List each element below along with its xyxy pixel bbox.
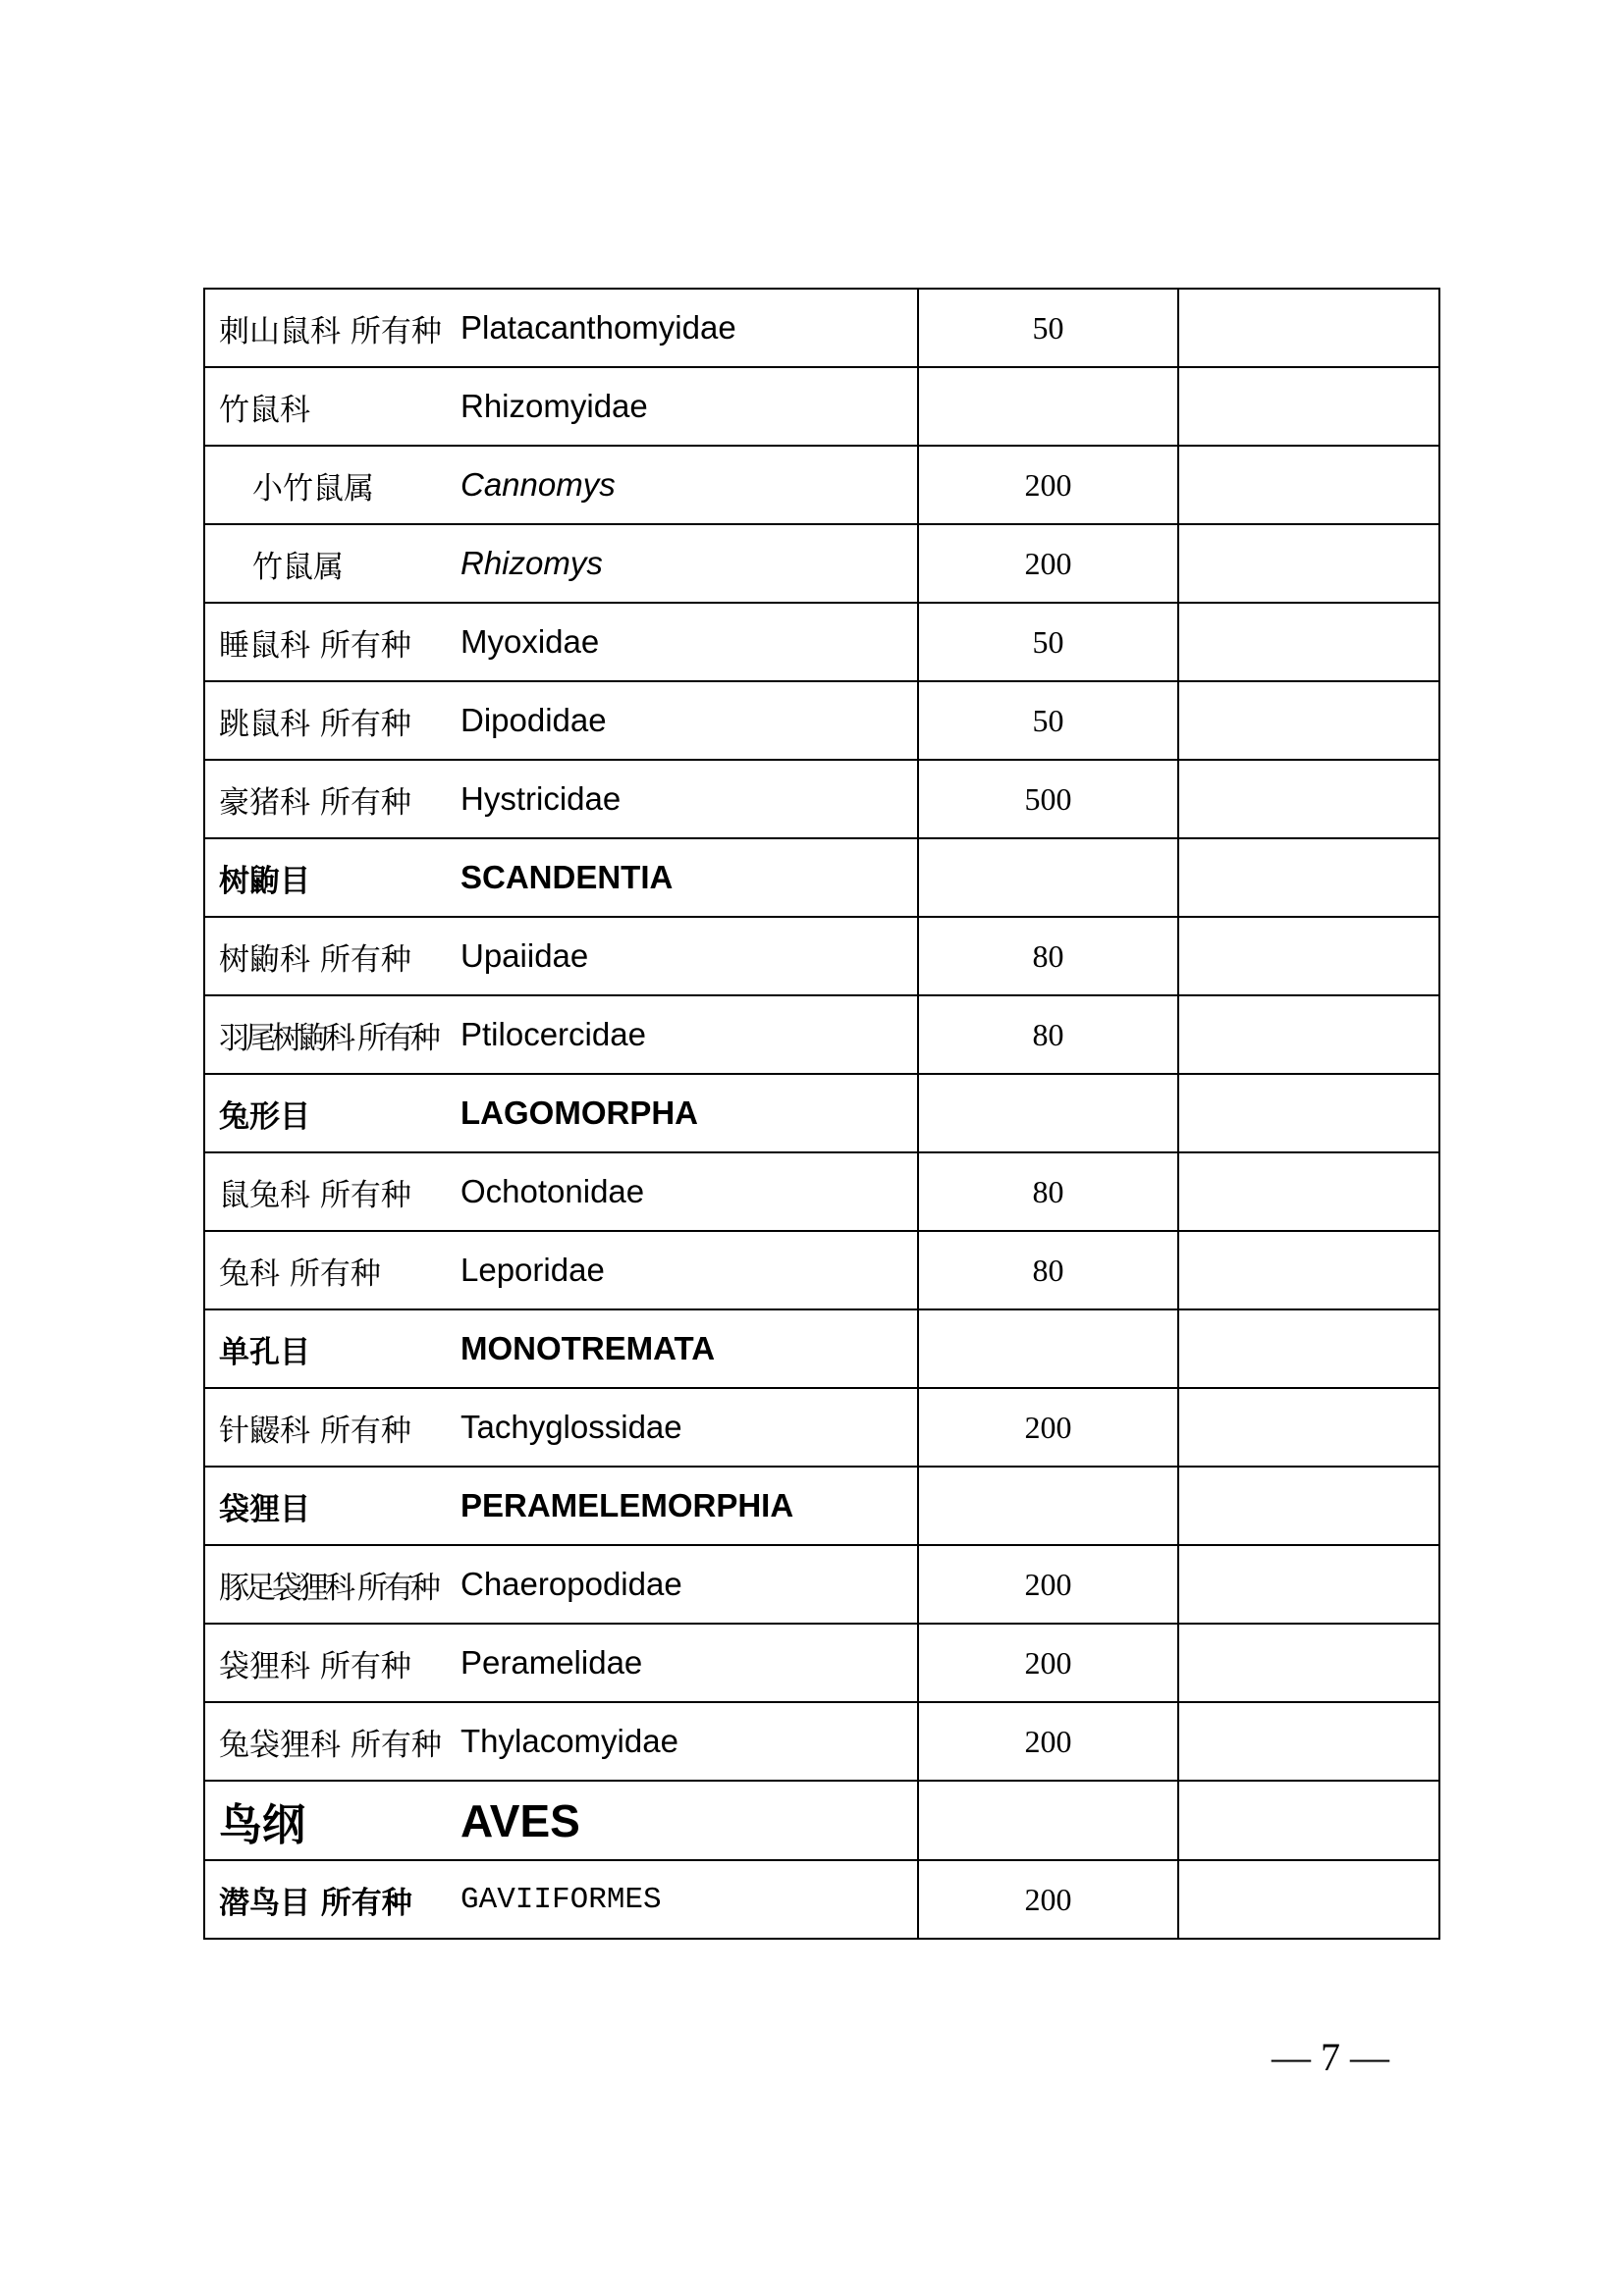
latin-name: Chaeropodidae (460, 1566, 682, 1602)
name-cell (204, 1152, 918, 1231)
name-cell (204, 1781, 918, 1860)
latin-name: SCANDENTIA (460, 859, 674, 895)
latin-name: Upaiidae (460, 937, 589, 974)
latin-name: Peramelidae (460, 1644, 643, 1681)
name-cell (204, 1074, 918, 1152)
chinese-name: 豪猪科 所有种 (219, 784, 411, 821)
name-cell (204, 367, 918, 446)
chinese-name: 潜鸟目 所有种 (219, 1885, 412, 1921)
table-row (204, 1231, 1439, 1309)
name-cell (204, 1545, 918, 1624)
name-cell (204, 917, 918, 995)
name-cell (204, 995, 918, 1074)
chinese-name: 竹鼠科 (219, 392, 310, 428)
value-cell (918, 1074, 1178, 1152)
table-row (204, 760, 1439, 838)
latin-name: Ptilocercidae (460, 1016, 646, 1052)
name-cell (204, 1702, 918, 1781)
latin-name: PERAMELEMORPHIA (460, 1487, 794, 1523)
note-cell (1178, 1781, 1439, 1860)
note-cell (1178, 1624, 1439, 1702)
note-cell (1178, 1309, 1439, 1388)
note-cell (1178, 1231, 1439, 1309)
latin-name: Ochotonidae (460, 1173, 645, 1209)
table-row (204, 1074, 1439, 1152)
latin-name: Platacanthomyidae (460, 309, 736, 346)
value-cell: 200 (918, 524, 1178, 603)
latin-name: Dipodidae (460, 702, 607, 738)
chinese-name: 竹鼠属 (252, 549, 344, 585)
note-cell (1178, 289, 1439, 367)
value-cell (918, 1781, 1178, 1860)
note-cell (1178, 1152, 1439, 1231)
table-row (204, 1388, 1439, 1467)
name-cell (204, 446, 918, 524)
latin-name: Cannomys (460, 466, 616, 503)
value-cell: 80 (918, 995, 1178, 1074)
chinese-name: 针鼹科 所有种 (219, 1413, 411, 1449)
table-row (204, 1467, 1439, 1545)
note-cell (1178, 1388, 1439, 1467)
note-cell (1178, 681, 1439, 760)
latin-name: Myoxidae (460, 623, 600, 660)
species-table (203, 288, 1440, 1940)
value-cell: 50 (918, 603, 1178, 681)
name-cell (204, 838, 918, 917)
chinese-name: 睡鼠科 所有种 (219, 627, 411, 664)
table-row (204, 681, 1439, 760)
name-cell (204, 681, 918, 760)
name-cell (204, 1467, 918, 1545)
name-cell (204, 1231, 918, 1309)
note-cell (1178, 1860, 1439, 1939)
table-row (204, 1702, 1439, 1781)
chinese-name: 小竹鼠属 (252, 470, 374, 507)
table-row (204, 446, 1439, 524)
latin-name: MONOTREMATA (460, 1330, 716, 1366)
table-row (204, 838, 1439, 917)
note-cell (1178, 1545, 1439, 1624)
note-cell (1178, 760, 1439, 838)
value-cell: 50 (918, 681, 1178, 760)
chinese-name: 单孔目 (219, 1334, 310, 1370)
value-cell: 80 (918, 1152, 1178, 1231)
note-cell (1178, 603, 1439, 681)
chinese-name: 刺山鼠科 所有种 (219, 313, 442, 349)
note-cell (1178, 838, 1439, 917)
latin-name: Rhizomys (460, 545, 603, 581)
chinese-name: 袋狸科 所有种 (219, 1648, 411, 1684)
name-cell (204, 524, 918, 603)
latin-name: AVES (460, 1794, 580, 1846)
chinese-name: 鼠兔科 所有种 (219, 1177, 411, 1213)
note-cell (1178, 917, 1439, 995)
chinese-name: 兔袋狸科 所有种 (219, 1727, 442, 1763)
value-cell: 200 (918, 1702, 1178, 1781)
name-cell (204, 760, 918, 838)
latin-name: Thylacomyidae (460, 1723, 678, 1759)
name-cell (204, 289, 918, 367)
latin-name: Hystricidae (460, 780, 622, 817)
latin-name: Tachyglossidae (460, 1409, 682, 1445)
table-row (204, 1545, 1439, 1624)
note-cell (1178, 995, 1439, 1074)
name-cell (204, 1309, 918, 1388)
value-cell: 500 (918, 760, 1178, 838)
chinese-name: 袋狸目 (219, 1491, 310, 1527)
chinese-name: 豚足袋狸科 所有种 (219, 1570, 437, 1606)
note-cell (1178, 1467, 1439, 1545)
table-row (204, 1624, 1439, 1702)
latin-name: LAGOMORPHA (460, 1095, 698, 1131)
note-cell (1178, 446, 1439, 524)
chinese-name: 树鼩科 所有种 (219, 941, 411, 978)
value-cell (918, 838, 1178, 917)
table-row (204, 1860, 1439, 1939)
note-cell (1178, 1074, 1439, 1152)
value-cell: 200 (918, 1860, 1178, 1939)
value-cell: 200 (918, 1624, 1178, 1702)
chinese-name: 鸟纲 (219, 1799, 305, 1850)
table-row (204, 995, 1439, 1074)
chinese-name: 兔科 所有种 (219, 1255, 381, 1292)
value-cell (918, 1467, 1178, 1545)
table-row (204, 603, 1439, 681)
name-cell (204, 1624, 918, 1702)
name-cell (204, 603, 918, 681)
table-row (204, 367, 1439, 446)
name-cell (204, 1388, 918, 1467)
chinese-name: 树鼩目 (219, 863, 310, 899)
latin-name: Rhizomyidae (460, 388, 648, 424)
note-cell (1178, 1702, 1439, 1781)
value-cell: 80 (918, 917, 1178, 995)
value-cell: 200 (918, 446, 1178, 524)
value-cell: 50 (918, 289, 1178, 367)
value-cell (918, 1309, 1178, 1388)
chinese-name: 跳鼠科 所有种 (219, 706, 411, 742)
note-cell (1178, 367, 1439, 446)
table-row (204, 1152, 1439, 1231)
latin-name: Leporidae (460, 1252, 605, 1288)
table-row (204, 1781, 1439, 1860)
table-row (204, 289, 1439, 367)
value-cell (918, 367, 1178, 446)
page-number: — 7 — (1272, 2035, 1389, 2079)
note-cell (1178, 524, 1439, 603)
table-row (204, 524, 1439, 603)
name-cell (204, 1860, 918, 1939)
table-row (204, 1309, 1439, 1388)
latin-name: GAVIIFORMES (460, 1882, 662, 1917)
value-cell: 200 (918, 1388, 1178, 1467)
table-row (204, 917, 1439, 995)
chinese-name: 兔形目 (219, 1098, 310, 1135)
value-cell: 80 (918, 1231, 1178, 1309)
chinese-name: 羽尾树鼩科 所有种 (219, 1020, 437, 1056)
value-cell: 200 (918, 1545, 1178, 1624)
